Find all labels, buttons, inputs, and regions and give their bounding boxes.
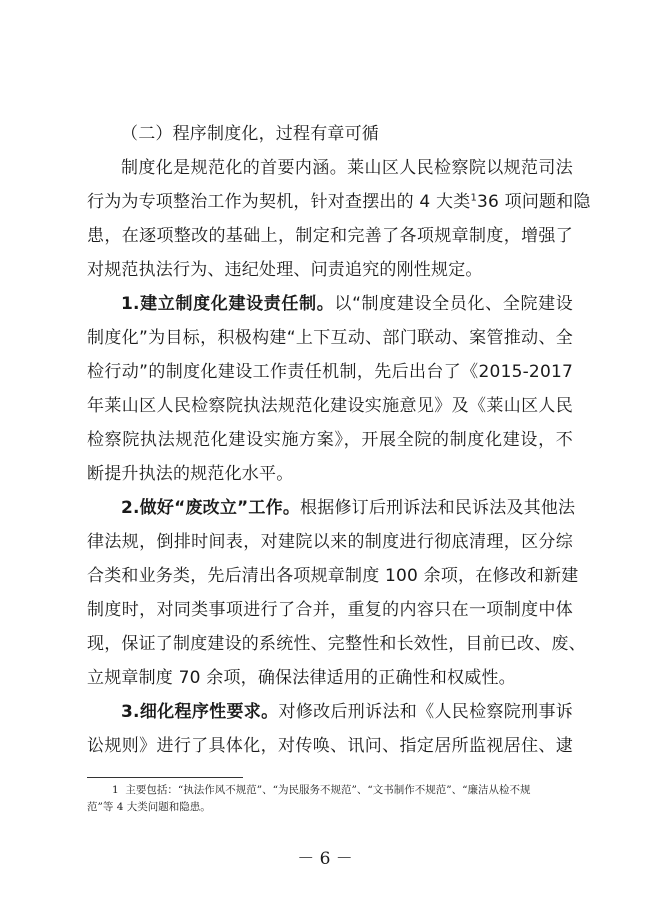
- paragraph-4-lead: 3.细化程序性要求。: [121, 702, 279, 722]
- footnote-number: 1: [112, 784, 119, 796]
- paragraph-1-line-1: 制度化是规范化的首要内涵。莱山区人民检察院以规范司法: [121, 158, 573, 178]
- paragraph-1-line-2-rest: 36 项问题和隐: [477, 192, 591, 212]
- footnote-reference: 1: [470, 192, 477, 204]
- paragraph-2-lead: 1.建立制度化建设责任制。: [121, 294, 335, 314]
- paragraph-2-line-5: 检察院执法规范化建设实施方案》，开展全院的制度化建设，不: [87, 430, 573, 450]
- paragraph-2-line-1: [121, 288, 573, 320]
- paragraph-1-line-3: 患，在逐项整改的基础上，制定和完善了各项规章制度，增强了: [87, 226, 573, 246]
- paragraph-1-line-4: 对规范执法行为、违纪处理、问责追究的刚性规定。: [87, 260, 483, 280]
- footnote-line-1: [112, 782, 573, 798]
- paragraph-2-line-6: 断提升执法的规范化水平。: [87, 464, 294, 484]
- paragraph-3-line-5: 现，保证了制度建设的系统性、完整性和长效性，目前已改、废、: [87, 634, 586, 654]
- paragraph-1-line-2: [87, 186, 591, 218]
- paragraph-3-line-6: 立规章制度 70 余项，确保法律适用的正确性和权威性。: [87, 668, 516, 688]
- paragraph-2-line-3: 检行动”的制度化建设工作责任机制，先后出台了《2015-2017: [87, 362, 573, 382]
- paragraph-4-line-2: 讼规则》进行了具体化，对传唤、讯问、指定居所监视居住、逮: [87, 736, 573, 756]
- paragraph-4-line-1-text: 对修改后刑诉法和《人民检察院刑事诉: [278, 702, 573, 722]
- paragraph-2-line-1-text: 以“制度建设全员化、全院建设: [334, 294, 573, 314]
- section-heading: （二）程序制度化，过程有章可循: [121, 124, 379, 144]
- footnote-text-1: 主要包括：“执法作风不规范”、“为民服务不规范”、“文书制作不规范”、“廉洁从检不规: [125, 784, 531, 796]
- paragraph-3-line-1-text: 根据修订后刑诉法和民诉法及其他法: [300, 498, 576, 518]
- footnote-line-2: 范”等 4 大类问题和隐患。: [87, 801, 211, 813]
- footnote-separator: [87, 777, 243, 778]
- paragraph-3-line-3: 合类和业务类，先后清出各项规章制度 100 余项，在修改和新建: [87, 566, 579, 586]
- paragraph-3-line-2: 律法规，倒排时间表，对建院以来的制度进行彻底清理，区分综: [87, 532, 573, 552]
- paragraph-2-line-4: 年莱山区人民检察院执法规范化建设实施意见》及《莱山区人民: [87, 396, 573, 416]
- paragraph-3-line-4: 制度时，对同类事项进行了合并，重复的内容只在一项制度中体: [87, 600, 573, 620]
- page-number: － 6 －: [297, 849, 353, 869]
- paragraph-1-line-2-text: 行为为专项整治工作为契机，针对查摆出的 4 大类: [87, 192, 471, 212]
- paragraph-3-lead: 2.做好“废改立”工作。: [121, 498, 301, 518]
- paragraph-3-line-1: [121, 492, 576, 524]
- paragraph-4-line-1: [121, 696, 573, 728]
- paragraph-2-line-2: 制度化”为目标，积极构建“上下互动、部门联动、案管推动、全: [87, 328, 573, 348]
